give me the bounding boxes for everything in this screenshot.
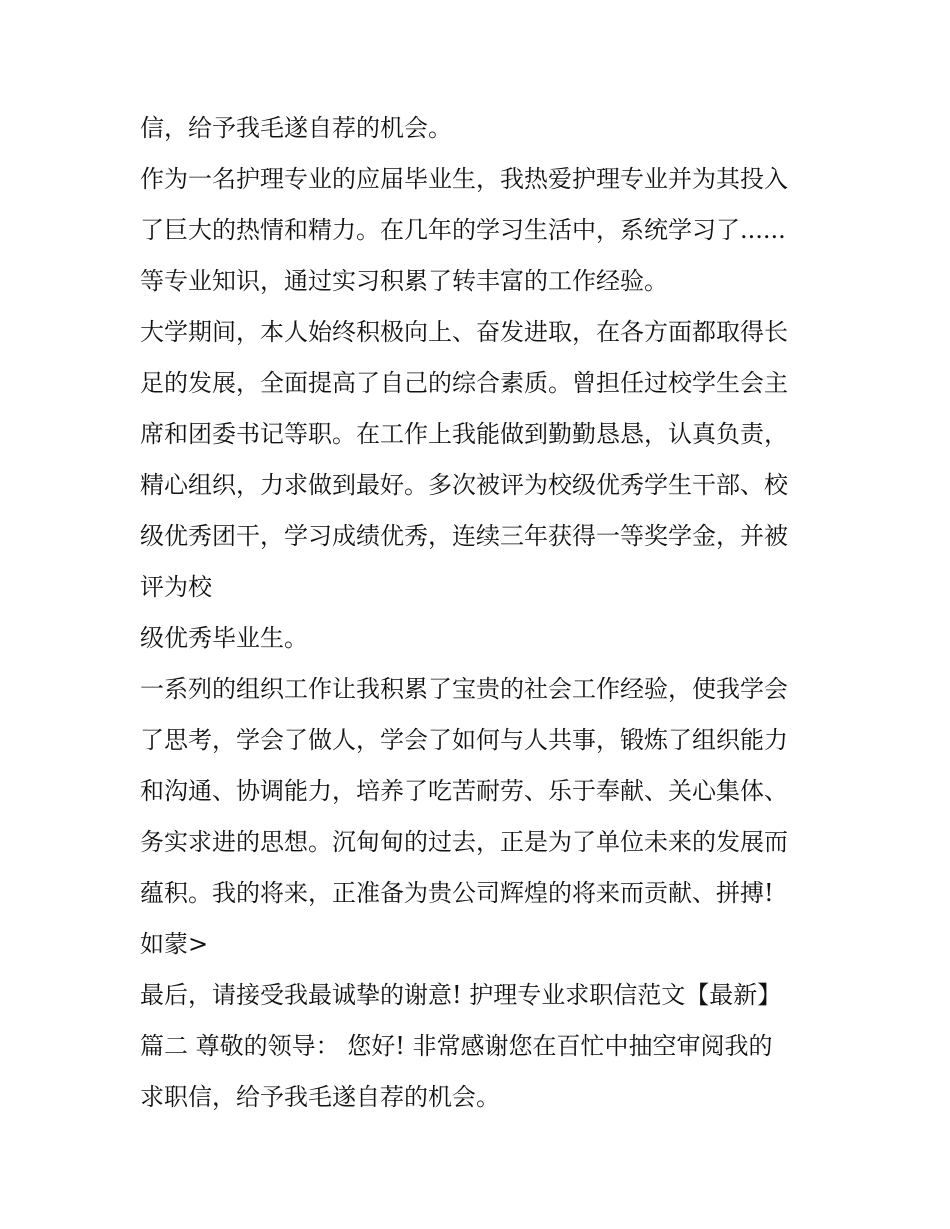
text-line: 篇二 尊敬的领导： 您好! 非常感谢您在百忙中抽空审阅我的 — [140, 1032, 773, 1060]
text-line: 了思考，学会了做人，学会了如何与人共事，锻炼了组织能力 — [140, 726, 788, 754]
text-line: 求职信，给予我毛遂自荐的机会。 — [140, 1083, 500, 1111]
text-line: 务实求进的思想。沉甸甸的过去，正是为了单位未来的发展而 — [140, 828, 788, 856]
text-line: 蕴积。我的将来，正准备为贵公司辉煌的将来而贡献、拼搏! — [140, 879, 774, 907]
text-line: 级优秀毕业生。 — [140, 624, 308, 652]
text-line: 席和团委书记等职。在工作上我能做到勤勤恳恳，认真负责， — [140, 420, 788, 448]
text-line: 了巨大的热情和精力。在几年的学习生活中，系统学习了...... — [140, 216, 786, 244]
text-line: 精心组织，力求做到最好。多次被评为校级优秀学生干部、校 — [140, 471, 788, 499]
text-line: 大学期间，本人始终积极向上、奋发进取，在各方面都取得长 — [140, 318, 788, 346]
text-line: 级优秀团干，学习成绩优秀，连续三年获得一等奖学金，并被 — [140, 522, 788, 550]
text-line: 一系列的组织工作让我积累了宝贵的社会工作经验，使我学会 — [140, 675, 788, 703]
text-line: 如蒙> — [140, 930, 209, 958]
document-body — [140, 103, 820, 1123]
text-line: 最后，请接受我最诚挚的谢意! 护理专业求职信范文【最新】 — [140, 981, 782, 1009]
text-line: 足的发展，全面提高了自己的综合素质。曾担任过校学生会主 — [140, 369, 788, 397]
text-line: 评为校 — [140, 573, 212, 601]
text-line: 信，给予我毛遂自荐的机会。 — [140, 114, 452, 142]
text-line: 等专业知识，通过实习积累了转丰富的工作经验。 — [140, 267, 668, 295]
text-line: 和沟通、协调能力，培养了吃苦耐劳、乐于奉献、关心集体、 — [140, 777, 788, 805]
text-line: 作为一名护理专业的应届毕业生，我热爱护理专业并为其投入 — [140, 165, 788, 193]
